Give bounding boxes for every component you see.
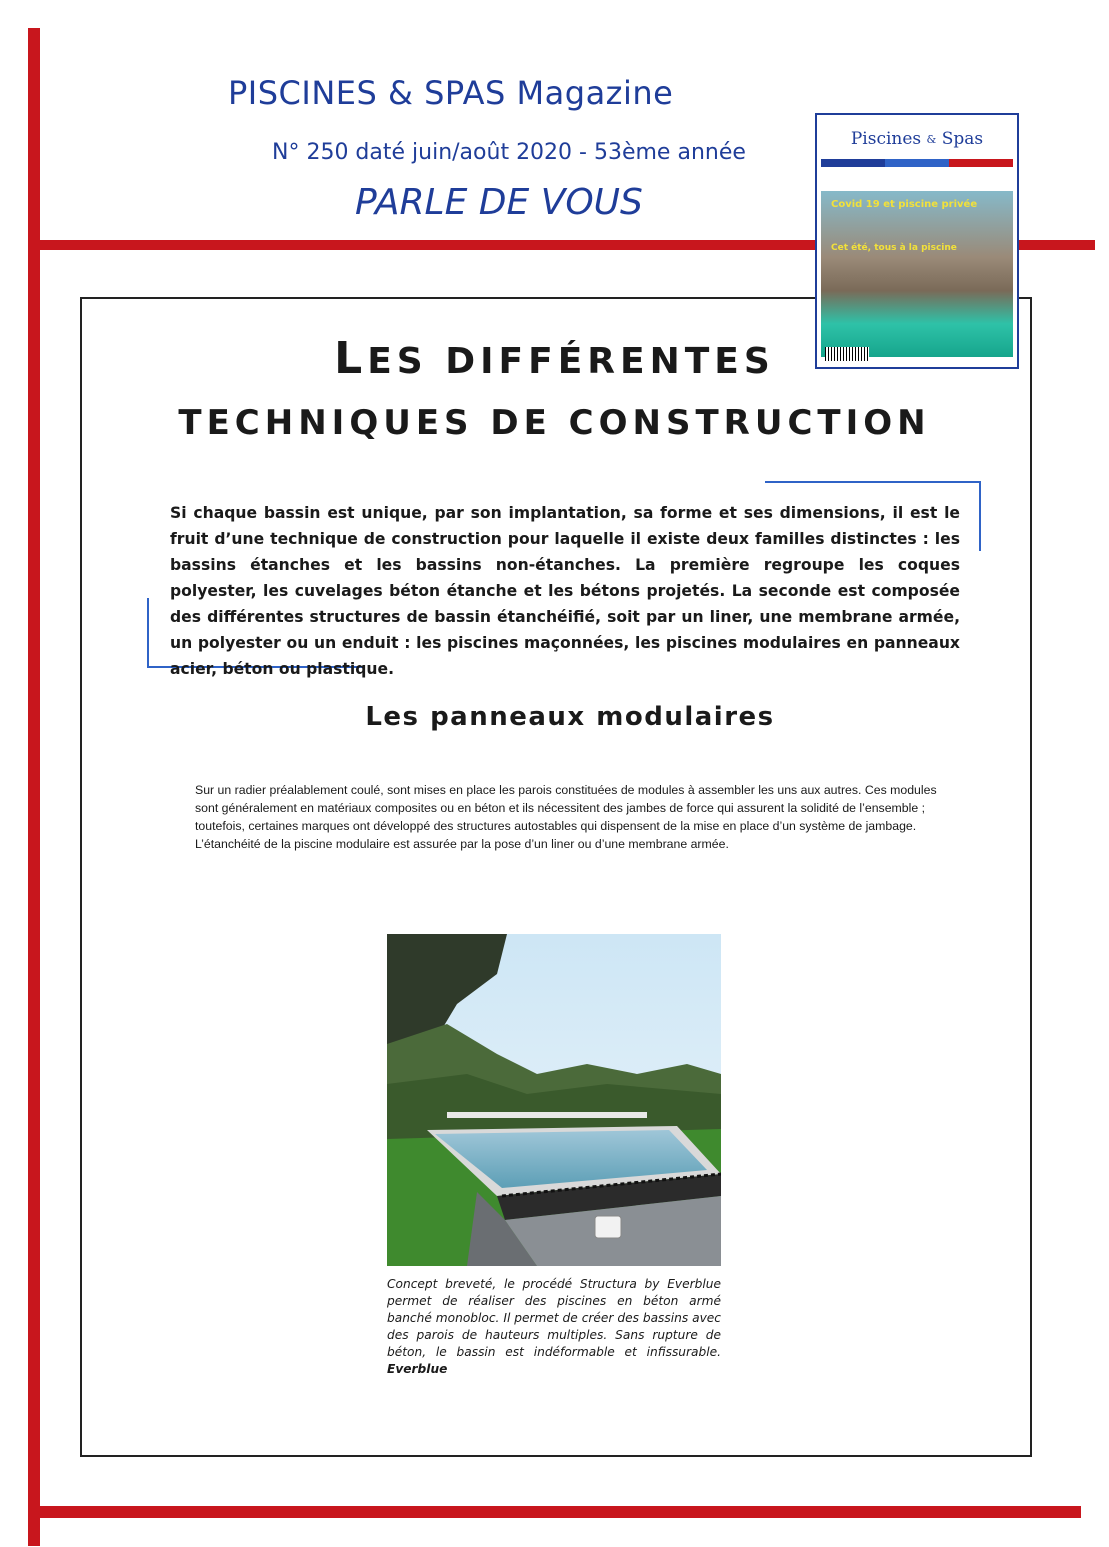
issue-line: N° 250 daté juin/août 2020 - 53ème année <box>272 140 746 165</box>
title-line1-text: ES DIFFÉRENTES <box>367 341 775 382</box>
caption-credit: Everblue <box>387 1362 448 1376</box>
cover-masthead-word1: Piscines <box>850 129 922 149</box>
footer-red-rule <box>28 1506 1081 1518</box>
magazine-title: PISCINES & SPAS Magazine <box>228 74 674 112</box>
photo-caption <box>387 1276 721 1378</box>
cover-photo <box>821 191 1013 357</box>
cover-masthead <box>821 119 1013 159</box>
article-intro: Si chaque bassin est unique, par son implantation, sa forme et ses dimensions, il est le fruit d’une technique de construction pour laquelle il existe deux familles distinctes : les bassins étanches et les bassins non-étanches. La première regroupe les coques polyester, les cuvelages béton étanche et les bétons projetés. La seconde est composée des différentes structures de bassin étanchéifié, soit par un liner, une membrane armée, un polyester ou un enduit : les piscines maçonnées, les piscines modulaires en panneaux acier, béton ou plastique. <box>170 504 960 678</box>
cover-headline-ete: Cet été, tous à la piscine <box>831 243 957 253</box>
caption-text: Concept breveté, le procédé Structura by Everblue permet de réaliser des piscines en béton armé banché monobloc. Il permet de créer des bassins avec des parois de hauteurs multiples. Sans rupture de béton, le bassin est indéformable et infissurable. <box>387 1277 721 1359</box>
left-red-bar <box>28 28 40 1546</box>
pool-photo <box>387 934 721 1266</box>
section-body: Sur un radier préalablement coulé, sont mises en place les parois constituées de modules à assembler les uns aux autres. Ces modules sont généralement en matériaux composites ou en béton et ils nécessitent des jambes de force qui assurent la solidité de l’ensemble ; toutefois, certaines marques ont développé des structures autostables qui dispensent de la mise en place d’un système de jambage. L’étanchéité de la piscine modulaire est assurée par la pose d’un liner ou d’une membrane armée. <box>195 783 937 851</box>
article-title-line2: TECHNIQUES DE CONSTRUCTION <box>178 403 931 443</box>
magazine-cover <box>815 113 1019 369</box>
cover-color-band <box>821 159 1013 167</box>
title-dropcap: L <box>334 333 368 384</box>
tagline: PARLE DE VOUS <box>355 182 643 223</box>
cover-masthead-word2: Spas <box>941 129 984 149</box>
cover-headline-covid: Covid 19 et piscine privée <box>831 199 978 210</box>
section-title: Les panneaux modulaires <box>365 702 775 732</box>
barcode-icon <box>825 347 869 361</box>
cover-masthead-amp: & <box>926 132 937 146</box>
